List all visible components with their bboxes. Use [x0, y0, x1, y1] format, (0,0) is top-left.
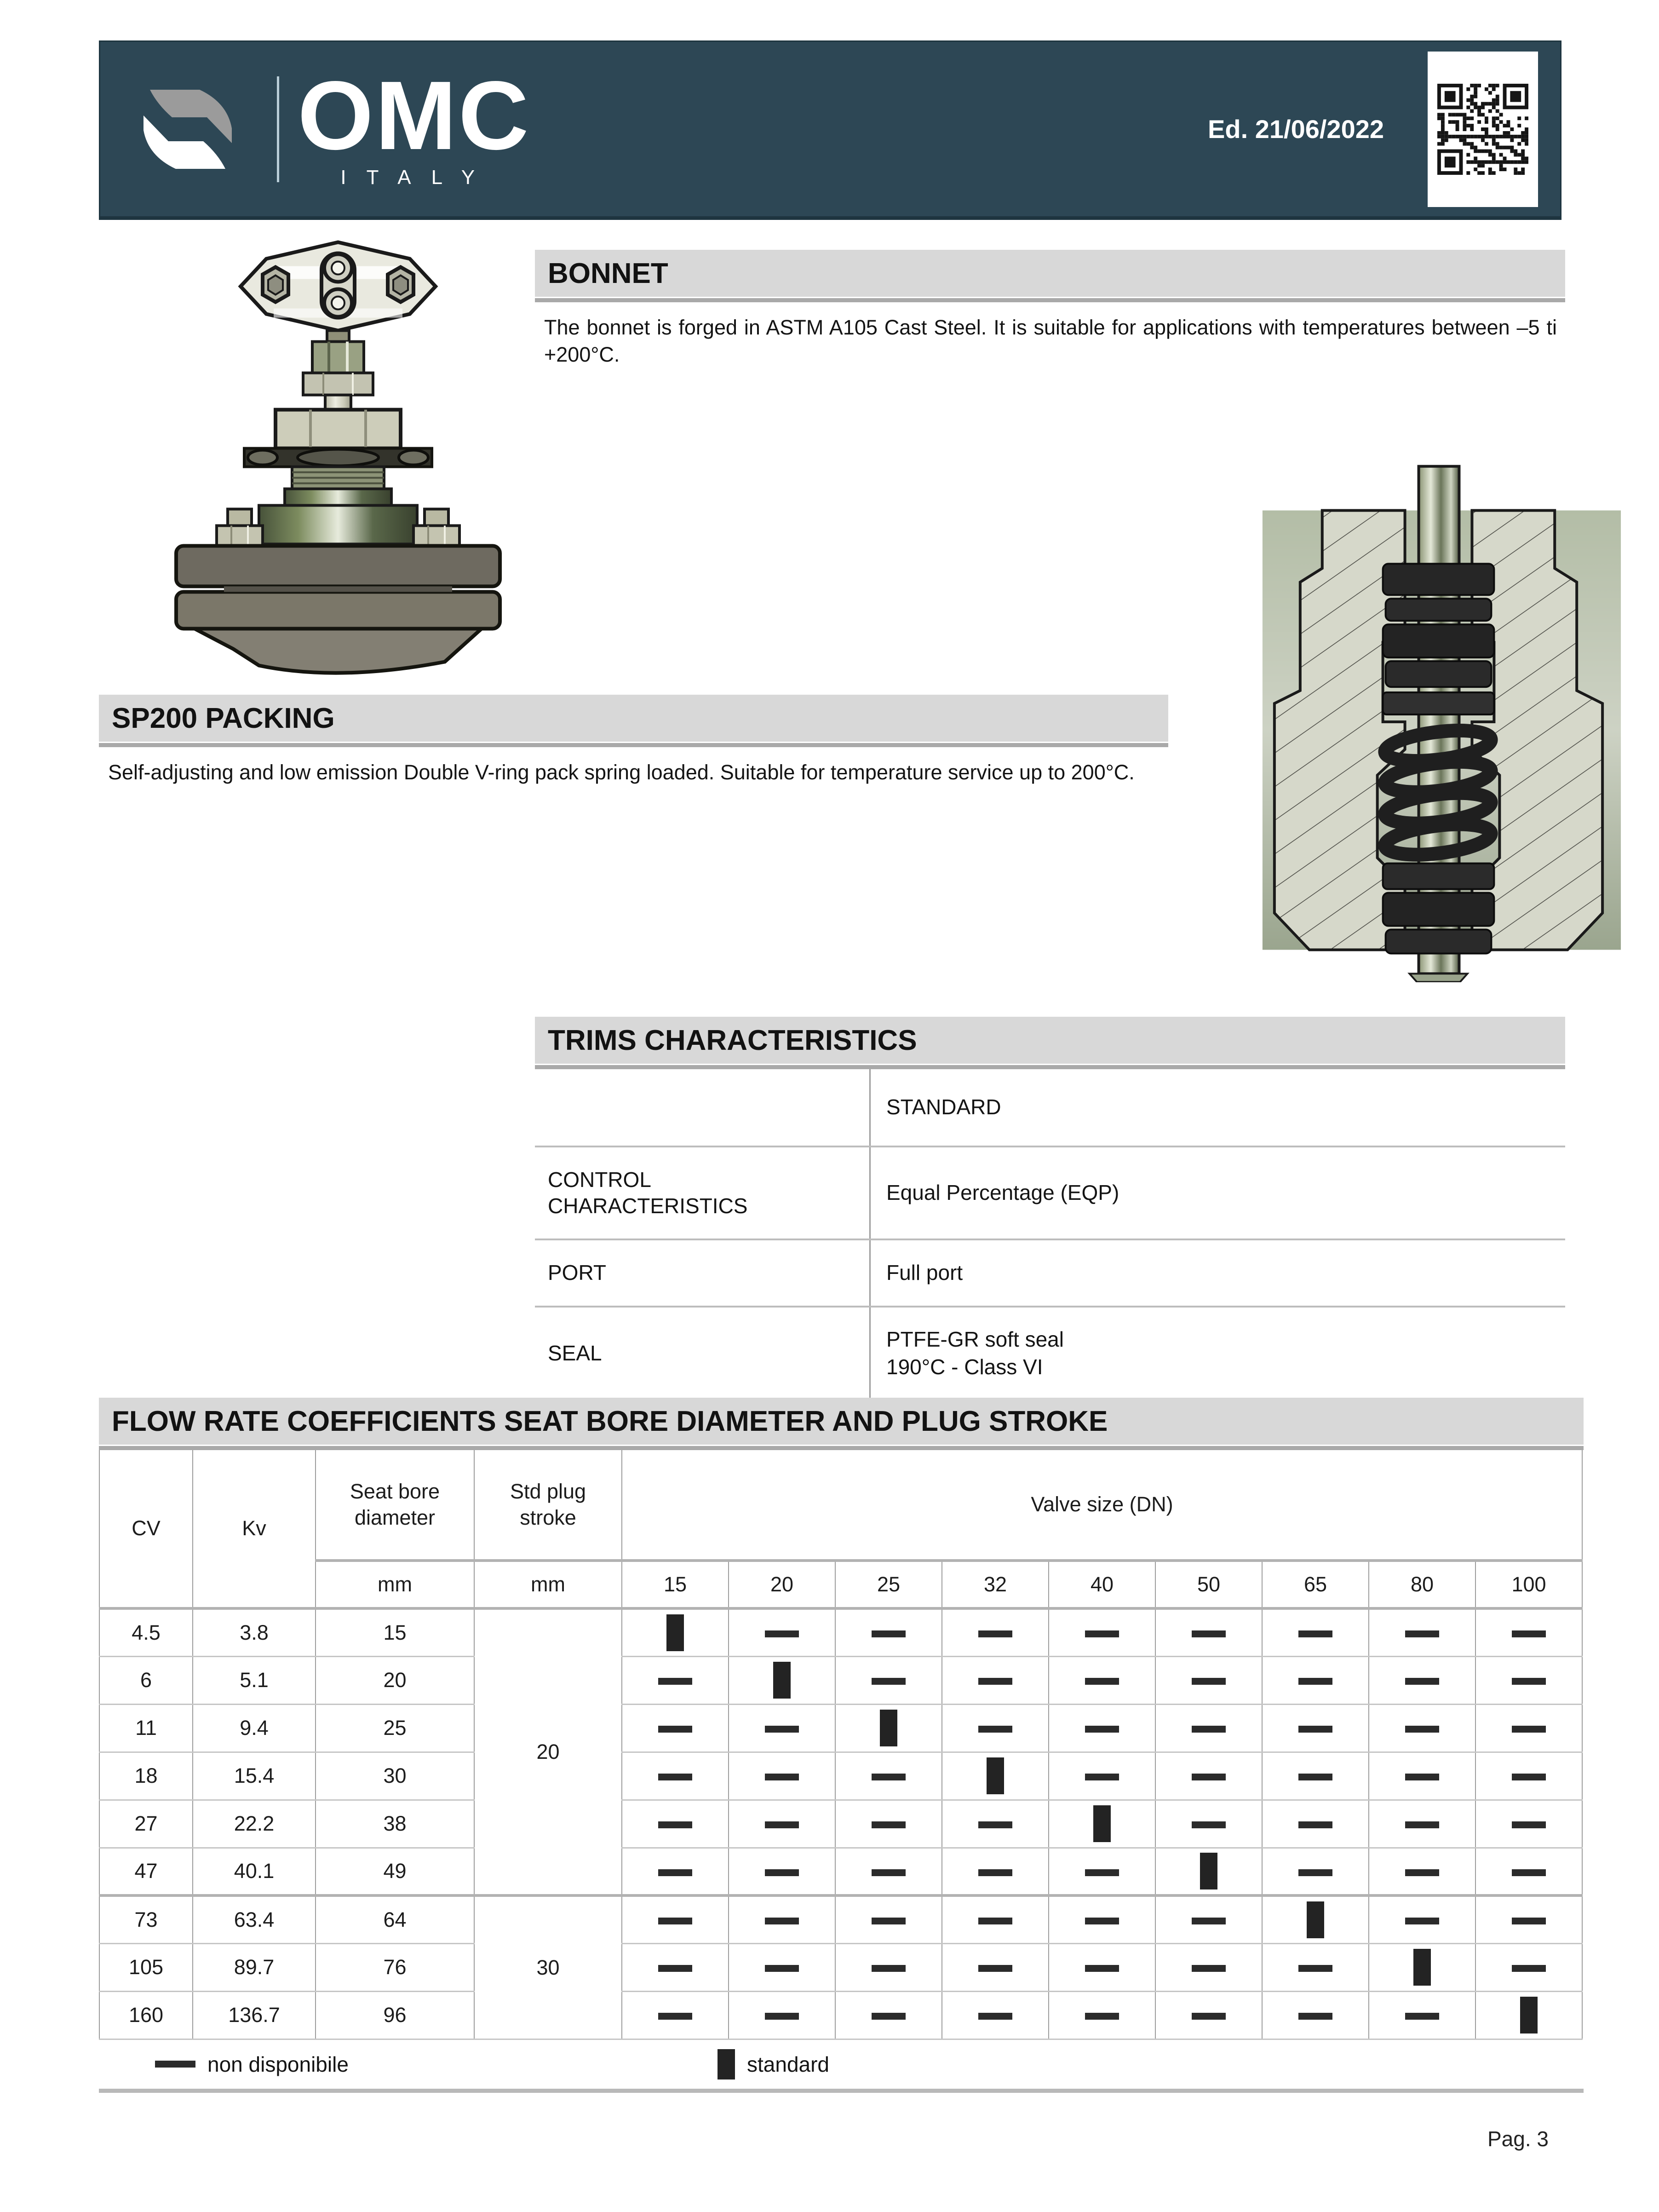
cell-seat-bore: 20 — [316, 1656, 474, 1704]
dash-icon — [872, 1678, 906, 1685]
marker-not-available — [1475, 1704, 1582, 1752]
table-row — [99, 1895, 1582, 1943]
dash-icon — [978, 1965, 1012, 1972]
cell-kv: 22.2 — [193, 1800, 316, 1848]
filled-square-icon — [1200, 1853, 1217, 1889]
dash-icon — [1298, 1678, 1332, 1685]
marker-not-available — [1262, 1752, 1369, 1800]
dash-icon — [1512, 1774, 1546, 1780]
marker-not-available — [942, 1608, 1049, 1656]
marker-not-available — [1369, 1608, 1475, 1656]
marker-not-available — [1369, 1752, 1475, 1800]
marker-not-available — [835, 1800, 942, 1848]
marker-not-available — [1049, 1848, 1155, 1895]
table-row — [99, 1800, 1582, 1848]
marker-not-available — [1262, 1800, 1369, 1848]
section-bar-shadow — [535, 1065, 1565, 1069]
edition-date: Ed. 21/06/2022 — [1208, 115, 1384, 144]
trims-row-label: PORT — [548, 1261, 606, 1285]
cell-kv: 9.4 — [193, 1704, 316, 1752]
marker-standard — [1155, 1848, 1262, 1895]
filled-square-icon — [880, 1710, 897, 1746]
dash-icon — [658, 1726, 692, 1733]
qr-code — [1428, 52, 1538, 207]
omc-logo-icon — [119, 65, 257, 194]
col-header-dn-40: 40 — [1049, 1561, 1155, 1608]
sp200-description: Self-adjusting and low emission Double V-ring pack spring loaded. Suitable for temperature service up to 200°C. — [108, 760, 1135, 784]
packing-cross-section-illustration — [1221, 453, 1656, 982]
cell-std-plug-stroke: 20 — [474, 1608, 622, 1895]
marker-not-available — [1262, 1848, 1369, 1895]
unit-mm: mm — [316, 1561, 474, 1608]
filled-square-icon — [987, 1757, 1004, 1794]
table-legend — [99, 2040, 1584, 2089]
page-number: Pag. 3 — [1487, 2127, 1549, 2151]
col-header-dn-100: 100 — [1475, 1561, 1582, 1608]
flow-rate-table-section — [99, 1398, 1584, 2093]
dash-icon — [658, 2013, 692, 2020]
section-bottom-rule — [99, 2089, 1584, 2093]
cell-cv: 11 — [99, 1704, 193, 1752]
cell-kv: 15.4 — [193, 1752, 316, 1800]
table-row — [99, 1656, 1582, 1704]
dash-icon — [1085, 1965, 1119, 1972]
marker-not-available — [1155, 1991, 1262, 2039]
cell-seat-bore: 96 — [316, 1991, 474, 2039]
trims-row-label: SEAL — [548, 1341, 602, 1365]
section-title-flow-rate: FLOW RATE COEFFICIENTS SEAT BORE DIAMETER AND PLUG STROKE — [99, 1398, 1584, 1445]
dash-icon — [1512, 1821, 1546, 1828]
marker-not-available — [942, 1656, 1049, 1704]
dash-icon — [1405, 1726, 1439, 1733]
marker-not-available — [622, 1704, 729, 1752]
marker-not-available — [622, 1800, 729, 1848]
trims-row — [535, 1069, 1565, 1147]
marker-not-available — [729, 1800, 835, 1848]
dash-icon — [1192, 1965, 1226, 1972]
col-header-dn-50: 50 — [1155, 1561, 1262, 1608]
marker-not-available — [729, 1895, 835, 1943]
header-banner — [99, 40, 1561, 220]
dash-icon — [658, 1918, 692, 1924]
dash-icon — [765, 1918, 799, 1924]
dash-icon — [1405, 1821, 1439, 1828]
dash-icon — [765, 1774, 799, 1780]
legend-not-available: non disponibile — [155, 2052, 349, 2077]
marker-not-available — [622, 1752, 729, 1800]
dash-icon — [765, 1630, 799, 1637]
table-row — [99, 1752, 1582, 1800]
dash-icon — [978, 1821, 1012, 1828]
dash-icon — [1192, 1630, 1226, 1637]
table-row — [99, 1848, 1582, 1895]
dash-icon — [1192, 1774, 1226, 1780]
brand-wordmark — [298, 60, 531, 189]
dash-icon — [1085, 1774, 1119, 1780]
marker-not-available — [835, 1895, 942, 1943]
dash-icon — [978, 1869, 1012, 1876]
cell-seat-bore: 15 — [316, 1608, 474, 1656]
dash-icon — [155, 2061, 195, 2068]
dash-icon — [1298, 1869, 1332, 1876]
marker-not-available — [729, 1848, 835, 1895]
cell-std-plug-stroke: 30 — [474, 1895, 622, 2039]
marker-not-available — [729, 1943, 835, 1991]
dash-icon — [1298, 1965, 1332, 1972]
dash-icon — [1192, 1678, 1226, 1685]
marker-not-available — [942, 1943, 1049, 1991]
trims-row — [535, 1308, 1565, 1401]
dash-icon — [658, 1774, 692, 1780]
marker-not-available — [1475, 1895, 1582, 1943]
filled-square-icon — [666, 1614, 684, 1651]
col-header-valve-size: Valve size (DN) — [622, 1450, 1582, 1561]
dash-icon — [872, 1965, 906, 1972]
filled-square-icon — [773, 1662, 791, 1699]
cell-kv: 3.8 — [193, 1608, 316, 1656]
section-bar-shadow — [99, 743, 1168, 747]
col-header-kv: Kv — [193, 1450, 316, 1608]
cell-seat-bore: 64 — [316, 1895, 474, 1943]
section-title-trims: TRIMS CHARACTERISTICS — [535, 1017, 1565, 1064]
marker-not-available — [1369, 1800, 1475, 1848]
brand-name: OMC — [298, 60, 531, 170]
col-header-dn-32: 32 — [942, 1561, 1049, 1608]
marker-not-available — [942, 1800, 1049, 1848]
cell-seat-bore: 49 — [316, 1848, 474, 1895]
marker-not-available — [622, 1895, 729, 1943]
dash-icon — [765, 2013, 799, 2020]
marker-not-available — [1262, 1943, 1369, 1991]
bonnet-illustration — [136, 229, 540, 682]
marker-standard — [1475, 1991, 1582, 2039]
dash-icon — [1298, 1630, 1332, 1637]
dash-icon — [1405, 1630, 1439, 1637]
col-header-dn-25: 25 — [835, 1561, 942, 1608]
dash-icon — [658, 1965, 692, 1972]
dash-icon — [1298, 1774, 1332, 1780]
dash-icon — [1085, 1918, 1119, 1924]
marker-not-available — [1475, 1943, 1582, 1991]
marker-not-available — [835, 1943, 942, 1991]
marker-not-available — [1262, 1656, 1369, 1704]
dash-icon — [1192, 2013, 1226, 2020]
filled-square-icon — [1093, 1805, 1111, 1842]
trims-characteristics-table — [535, 1017, 1565, 1401]
trims-row-value: PTFE-GR soft seal 190°C - Class VI — [869, 1308, 1565, 1400]
marker-standard — [1049, 1800, 1155, 1848]
dash-icon — [1405, 1869, 1439, 1876]
dash-icon — [1512, 1630, 1546, 1637]
marker-not-available — [1155, 1656, 1262, 1704]
marker-not-available — [1475, 1656, 1582, 1704]
marker-not-available — [622, 1991, 729, 2039]
marker-not-available — [1262, 1991, 1369, 2039]
section-bar-shadow — [535, 298, 1565, 302]
dash-icon — [1298, 1821, 1332, 1828]
cell-cv: 18 — [99, 1752, 193, 1800]
marker-standard — [942, 1752, 1049, 1800]
marker-not-available — [1049, 1752, 1155, 1800]
col-header-seat-bore: Seat bore diameter — [316, 1450, 474, 1561]
dash-icon — [1085, 1726, 1119, 1733]
trims-row-value: Full port — [869, 1240, 1565, 1306]
dash-icon — [1512, 1869, 1546, 1876]
trims-rows — [535, 1069, 1565, 1401]
marker-not-available — [1369, 1991, 1475, 2039]
dash-icon — [765, 1821, 799, 1828]
bonnet-description: The bonnet is forged in ASTM A105 Cast Steel. It is suitable for applications with temperatures between –5 ti +200°C. — [544, 316, 1557, 366]
col-header-dn-15: 15 — [622, 1561, 729, 1608]
dash-icon — [1085, 2013, 1119, 2020]
dash-icon — [1512, 1678, 1546, 1685]
table-row — [99, 1608, 1582, 1656]
table-row — [99, 1943, 1582, 1991]
dash-icon — [872, 1918, 906, 1924]
marker-not-available — [1475, 1752, 1582, 1800]
dash-icon — [1085, 1869, 1119, 1876]
section-bonnet — [535, 250, 1565, 389]
dash-icon — [1512, 1726, 1546, 1733]
cell-seat-bore: 38 — [316, 1800, 474, 1848]
cell-cv: 6 — [99, 1656, 193, 1704]
marker-not-available — [942, 1895, 1049, 1943]
section-title-sp200: SP200 PACKING — [99, 695, 1168, 742]
col-header-dn-65: 65 — [1262, 1561, 1369, 1608]
dash-icon — [1192, 1821, 1226, 1828]
dash-icon — [765, 1726, 799, 1733]
brand-country: ITALY — [340, 166, 495, 189]
dash-icon — [978, 1726, 1012, 1733]
dash-icon — [978, 2013, 1012, 2020]
trims-row — [535, 1240, 1565, 1308]
unit-mm: mm — [474, 1561, 622, 1608]
marker-not-available — [942, 1991, 1049, 2039]
logo-divider — [277, 76, 279, 182]
cell-kv: 136.7 — [193, 1991, 316, 2039]
section-bar-shadow — [99, 1446, 1584, 1450]
marker-not-available — [1475, 1800, 1582, 1848]
flow-rate-table — [99, 1450, 1583, 2040]
marker-not-available — [1155, 1800, 1262, 1848]
marker-not-available — [622, 1848, 729, 1895]
col-header-std-plug-stroke: Std plug stroke — [474, 1450, 622, 1561]
dash-icon — [658, 1678, 692, 1685]
marker-not-available — [1155, 1752, 1262, 1800]
marker-not-available — [1049, 1895, 1155, 1943]
dash-icon — [1405, 1774, 1439, 1780]
marker-not-available — [835, 1991, 942, 2039]
dash-icon — [1405, 1918, 1439, 1924]
legend-standard: standard — [718, 2049, 829, 2080]
marker-not-available — [835, 1608, 942, 1656]
marker-standard — [1262, 1895, 1369, 1943]
dash-icon — [978, 1678, 1012, 1685]
dash-icon — [1298, 1726, 1332, 1733]
brand-logo — [100, 60, 531, 194]
cell-cv: 73 — [99, 1895, 193, 1943]
qr-code-icon — [1437, 84, 1528, 175]
marker-not-available — [1262, 1608, 1369, 1656]
dash-icon — [872, 2013, 906, 2020]
dash-icon — [1512, 1918, 1546, 1924]
marker-not-available — [942, 1848, 1049, 1895]
table-row — [99, 1704, 1582, 1752]
marker-not-available — [1049, 1991, 1155, 2039]
marker-not-available — [729, 1608, 835, 1656]
col-header-cv: CV — [99, 1450, 193, 1608]
marker-standard — [1369, 1943, 1475, 1991]
dash-icon — [1512, 1965, 1546, 1972]
dash-icon — [1405, 1678, 1439, 1685]
marker-not-available — [1475, 1848, 1582, 1895]
cell-seat-bore: 25 — [316, 1704, 474, 1752]
filled-square-icon — [718, 2049, 735, 2080]
trims-row-label — [535, 1069, 869, 1146]
section-sp200-packing — [99, 695, 1168, 807]
dash-icon — [872, 1821, 906, 1828]
marker-not-available — [835, 1752, 942, 1800]
marker-not-available — [1369, 1895, 1475, 1943]
marker-not-available — [835, 1656, 942, 1704]
dash-icon — [1192, 1726, 1226, 1733]
col-header-dn-20: 20 — [729, 1561, 835, 1608]
trims-row — [535, 1147, 1565, 1240]
marker-not-available — [1155, 1608, 1262, 1656]
cell-cv: 4.5 — [99, 1608, 193, 1656]
marker-not-available — [1155, 1704, 1262, 1752]
marker-not-available — [729, 1991, 835, 2039]
marker-not-available — [1049, 1704, 1155, 1752]
cell-seat-bore: 30 — [316, 1752, 474, 1800]
filled-square-icon — [1307, 1901, 1324, 1938]
filled-square-icon — [1413, 1949, 1431, 1986]
marker-not-available — [1262, 1704, 1369, 1752]
marker-standard — [729, 1656, 835, 1704]
marker-not-available — [1155, 1895, 1262, 1943]
cell-kv: 89.7 — [193, 1943, 316, 1991]
dash-icon — [1085, 1678, 1119, 1685]
cell-cv: 47 — [99, 1848, 193, 1895]
trims-row-label: CONTROL CHARACTERISTICS — [548, 1167, 748, 1218]
cell-cv: 27 — [99, 1800, 193, 1848]
cell-cv: 160 — [99, 1991, 193, 2039]
trims-row-value: STANDARD — [869, 1069, 1565, 1146]
dash-icon — [765, 1965, 799, 1972]
dash-icon — [658, 1821, 692, 1828]
marker-not-available — [1369, 1704, 1475, 1752]
dash-icon — [1405, 2013, 1439, 2020]
section-title-bonnet: BONNET — [535, 250, 1565, 297]
marker-not-available — [1475, 1608, 1582, 1656]
trims-row-value: Equal Percentage (EQP) — [869, 1147, 1565, 1238]
cell-kv: 40.1 — [193, 1848, 316, 1895]
dash-icon — [1085, 1630, 1119, 1637]
cell-cv: 105 — [99, 1943, 193, 1991]
dash-icon — [872, 1630, 906, 1637]
cell-kv: 63.4 — [193, 1895, 316, 1943]
cell-kv: 5.1 — [193, 1656, 316, 1704]
cell-seat-bore: 76 — [316, 1943, 474, 1991]
marker-not-available — [835, 1848, 942, 1895]
marker-not-available — [729, 1752, 835, 1800]
dash-icon — [1298, 2013, 1332, 2020]
marker-not-available — [1369, 1848, 1475, 1895]
marker-not-available — [1049, 1656, 1155, 1704]
marker-not-available — [1049, 1608, 1155, 1656]
marker-not-available — [729, 1704, 835, 1752]
dash-icon — [765, 1869, 799, 1876]
marker-standard — [622, 1608, 729, 1656]
dash-icon — [872, 1869, 906, 1876]
dash-icon — [872, 1774, 906, 1780]
table-row — [99, 1991, 1582, 2039]
dash-icon — [1192, 1918, 1226, 1924]
marker-not-available — [1369, 1656, 1475, 1704]
marker-standard — [835, 1704, 942, 1752]
dash-icon — [978, 1918, 1012, 1924]
marker-not-available — [1155, 1943, 1262, 1991]
marker-not-available — [942, 1704, 1049, 1752]
col-header-dn-80: 80 — [1369, 1561, 1475, 1608]
marker-not-available — [622, 1943, 729, 1991]
dash-icon — [658, 1869, 692, 1876]
filled-square-icon — [1520, 1997, 1538, 2033]
marker-not-available — [622, 1656, 729, 1704]
dash-icon — [978, 1630, 1012, 1637]
marker-not-available — [1049, 1943, 1155, 1991]
